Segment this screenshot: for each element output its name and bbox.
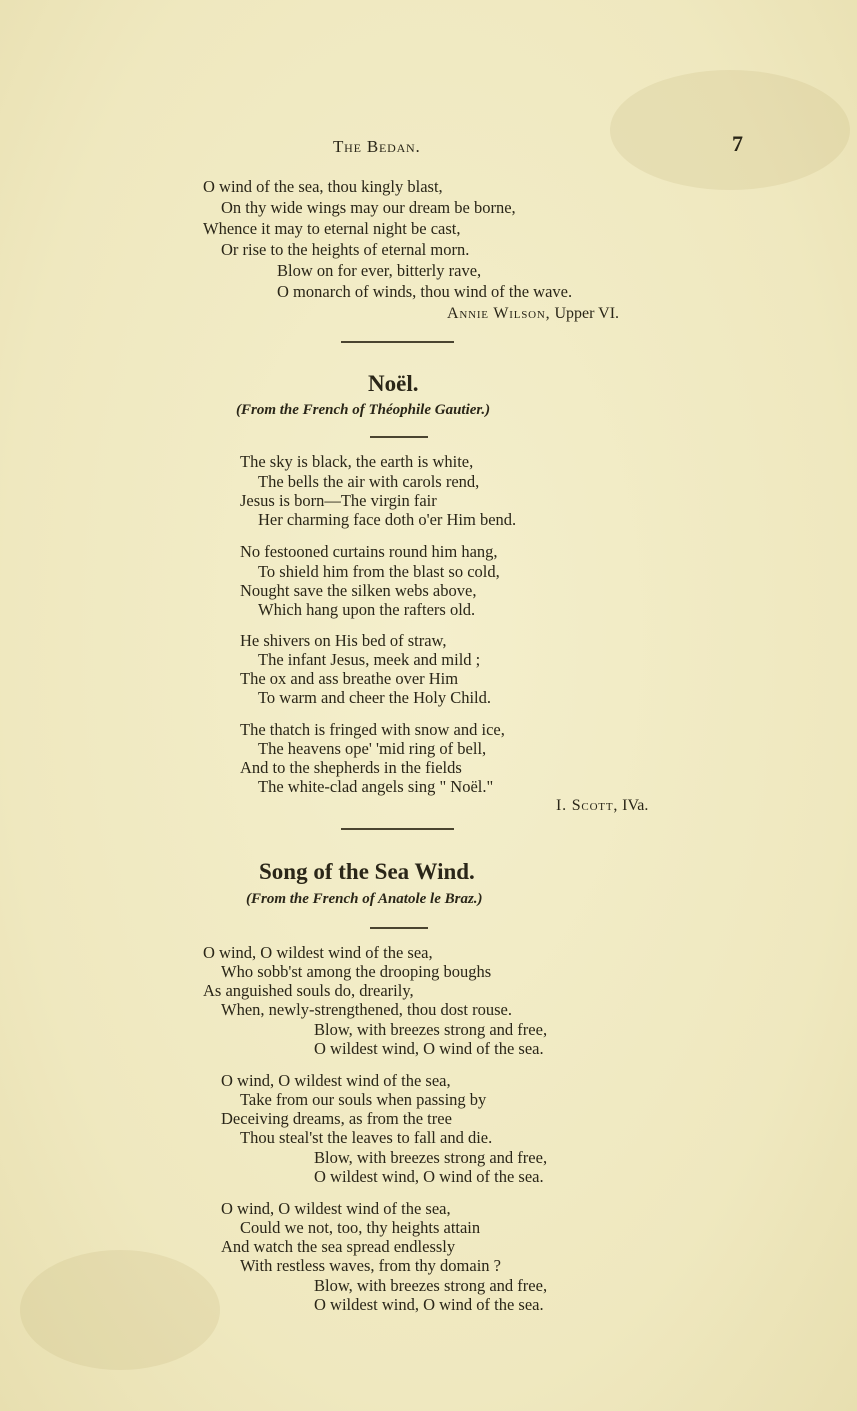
- poem-subtitle: (From the French of Théophile Gautier.): [236, 402, 491, 418]
- poem-line: The infant Jesus, meek and mild ;: [258, 650, 481, 669]
- poem-line: When, newly-strengthened, thou dost rouse.: [221, 1000, 512, 1019]
- poem-line: Who sobb'st among the drooping boughs: [221, 962, 492, 981]
- poem-line: Thou steal'st the leaves to fall and die.: [240, 1128, 493, 1147]
- author-form: IVa.: [622, 797, 649, 814]
- author-credit: [556, 797, 648, 815]
- title-divider: [370, 436, 428, 438]
- page-number: 7: [732, 131, 743, 156]
- magazine-title: The Bedan.: [333, 137, 421, 156]
- poem-refrain: O wildest wind, O wind of the sea.: [314, 1167, 544, 1186]
- poem-line: The white-clad angels sing " Noël.": [258, 777, 494, 796]
- poem-line: Or rise to the heights of eternal morn.: [221, 240, 470, 259]
- poem-line: He shivers on His bed of straw,: [240, 631, 447, 650]
- poem-line: Jesus is born—The virgin fair: [240, 491, 437, 510]
- poem-line: To shield him from the blast so cold,: [258, 562, 500, 581]
- poem-refrain: Blow, with breezes strong and free,: [314, 1276, 548, 1295]
- poem-line: As anguished souls do, drearily,: [203, 981, 414, 1000]
- poem-line: To warm and cheer the Holy Child.: [258, 688, 491, 707]
- poem-line: Nought save the silken webs above,: [240, 581, 477, 600]
- paper-stain: [20, 1250, 220, 1370]
- author-credit: [447, 305, 619, 323]
- title-divider: [370, 927, 428, 929]
- author-form: Upper VI.: [554, 305, 620, 322]
- poem-title: Noël.: [368, 371, 419, 396]
- poem-line: The thatch is fringed with snow and ice,: [240, 720, 505, 739]
- poem-line: The sky is black, the earth is white,: [240, 452, 474, 471]
- poem-line: Her charming face doth o'er Him bend.: [258, 510, 517, 529]
- poem-line: O wind of the sea, thou kingly blast,: [203, 177, 443, 196]
- poem-line: Which hang upon the rafters old.: [258, 600, 476, 619]
- poem-refrain: Blow on for ever, bitterly rave,: [277, 261, 482, 280]
- poem-line: With restless waves, from thy domain ?: [240, 1256, 501, 1275]
- poem-refrain: O monarch of winds, thou wind of the wave.: [277, 282, 573, 301]
- poem-line: Deceiving dreams, as from the tree: [221, 1109, 452, 1128]
- poem-line: Could we not, too, thy heights attain: [240, 1218, 481, 1237]
- poem-subtitle: (From the French of Anatole le Braz.): [246, 891, 483, 907]
- poem-title: Song of the Sea Wind.: [259, 859, 475, 884]
- section-divider: [341, 341, 454, 343]
- poem-line: O wind, O wildest wind of the sea,: [203, 943, 433, 962]
- poem-line: O wind, O wildest wind of the sea,: [221, 1071, 451, 1090]
- poem-line: No festooned curtains round him hang,: [240, 542, 498, 561]
- poem-line: The bells the air with carols rend,: [258, 472, 480, 491]
- poem-line: Take from our souls when passing by: [240, 1090, 487, 1109]
- section-divider: [341, 828, 454, 830]
- poem-refrain: O wildest wind, O wind of the sea.: [314, 1295, 544, 1314]
- poem-refrain: Blow, with breezes strong and free,: [314, 1020, 548, 1039]
- author-name: I. Scott,: [556, 797, 619, 814]
- poem-line: O wind, O wildest wind of the sea,: [221, 1199, 451, 1218]
- poem-line: The ox and ass breathe over Him: [240, 669, 459, 688]
- paper-stain: [610, 70, 850, 190]
- poem-line: The heavens ope' 'mid ring of bell,: [258, 739, 487, 758]
- poem-line: And to the shepherds in the fields: [240, 758, 462, 777]
- poem-refrain: Blow, with breezes strong and free,: [314, 1148, 548, 1167]
- author-name: Annie Wilson,: [447, 305, 551, 322]
- poem-refrain: O wildest wind, O wind of the sea.: [314, 1039, 544, 1058]
- poem-line: Whence it may to eternal night be cast,: [203, 219, 461, 238]
- poem-line: On thy wide wings may our dream be borne,: [221, 198, 516, 217]
- poem-line: And watch the sea spread endlessly: [221, 1237, 456, 1256]
